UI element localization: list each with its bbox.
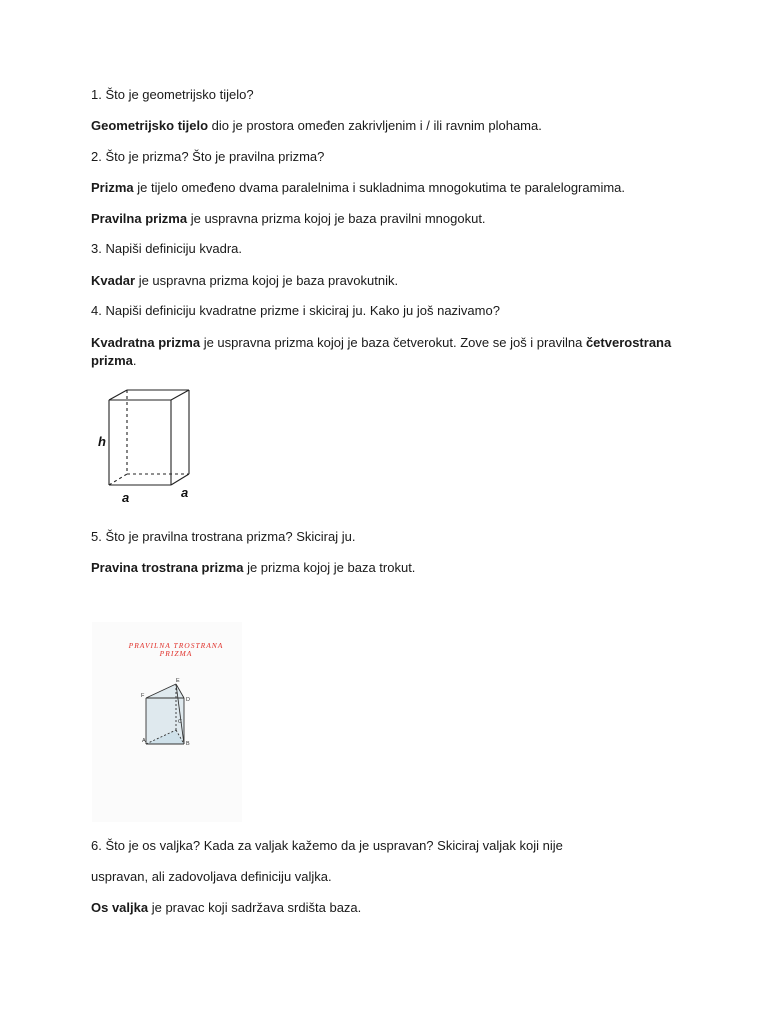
prism-hidden-edge xyxy=(109,474,127,485)
prism-edge xyxy=(171,390,189,400)
answer-3-term: Kvadar xyxy=(91,273,136,288)
answer-5-text: je prizma kojoj je baza trokut. xyxy=(243,560,416,575)
vertex-label-b: B xyxy=(186,741,190,747)
question-5 xyxy=(91,528,355,546)
answer-4-term2a: četverostrana xyxy=(585,335,672,350)
answer-6-term: Os valjka xyxy=(91,900,149,915)
triangular-prism-figure xyxy=(92,622,242,822)
question-1 xyxy=(91,86,254,104)
label-a-front: a xyxy=(122,490,130,505)
square-prism-figure xyxy=(92,384,212,510)
prism-edge xyxy=(109,390,127,400)
answer-3-text: je uspravna prizma kojoj je baza pravokutnik. xyxy=(135,273,399,288)
vertex-label-f: F xyxy=(141,693,145,699)
question-3-text: 3. Napiši definiciju kvadra. xyxy=(91,241,243,256)
answer-4-text: je uspravna prizma kojoj je baza četverokut. Zove se još i pravilna xyxy=(200,335,586,350)
question-6-text-1: 6. Što je os valjka? Kada za valjak kažemo da je uspravan? Skiciraj valjak koji nije xyxy=(91,838,563,853)
answer-5 xyxy=(91,559,415,577)
question-6-line2 xyxy=(91,868,332,886)
answer-2b-term: Pravilna prizma xyxy=(91,211,188,226)
question-6-text-2: uspravan, ali zadovoljava definiciju valjka. xyxy=(91,869,332,884)
answer-4-line2 xyxy=(91,352,137,370)
answer-3 xyxy=(91,272,398,290)
question-2-text: 2. Što je prizma? Što je pravilna prizma? xyxy=(91,149,325,164)
answer-4-term: Kvadratna prizma xyxy=(91,335,201,350)
answer-4-term2b: prizma xyxy=(91,353,133,368)
answer-6-text: je pravac koji sadržava srdišta baza. xyxy=(148,900,362,915)
answer-1-term: Geometrijsko tijelo xyxy=(91,118,209,133)
vertex-label-d: D xyxy=(186,697,190,703)
label-a-side: a xyxy=(181,485,189,500)
figure-title-line1: PRAVILNA TROSTRANA xyxy=(128,641,224,650)
answer-1-text: dio je prostora omeđen zakrivljenim i / ili ravnim plohama. xyxy=(208,118,542,133)
vertex-label-e: E xyxy=(176,678,180,684)
question-3 xyxy=(91,240,242,258)
answer-2b xyxy=(91,210,486,228)
answer-4-end: . xyxy=(132,353,137,368)
answer-2a xyxy=(91,179,625,197)
question-4 xyxy=(91,302,500,320)
answer-5-term: Pravina trostrana prizma xyxy=(91,560,244,575)
figure-title-line2: PRIZMA xyxy=(159,649,193,658)
question-5-text: 5. Što je pravilna trostrana prizma? Skiciraj ju. xyxy=(91,529,356,544)
question-4-text: 4. Napiši definiciju kvadratne prizme i skiciraj ju. Kako ju još nazivamo? xyxy=(91,303,500,318)
question-1-text: 1. Što je geometrijsko tijelo? xyxy=(91,87,254,102)
vertex-label-a: A xyxy=(142,738,146,744)
label-h: h xyxy=(98,434,106,449)
answer-2a-text: je tijelo omeđeno dvama paralelnima i sukladnima mnogokutima te paralelogramima. xyxy=(133,180,625,195)
answer-2b-text: je uspravna prizma kojoj je baza pravilni mnogokut. xyxy=(187,211,486,226)
question-6-line1 xyxy=(91,837,563,855)
answer-4-line1 xyxy=(91,334,671,352)
prism-edge xyxy=(171,474,189,485)
answer-6 xyxy=(91,899,361,917)
answer-2a-term: Prizma xyxy=(91,180,134,195)
question-2 xyxy=(91,148,324,166)
answer-1 xyxy=(91,117,542,135)
vertex-label-c: C xyxy=(178,719,182,725)
